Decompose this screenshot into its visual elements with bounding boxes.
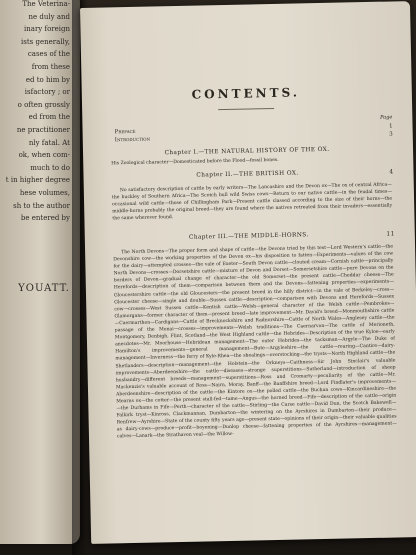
author-signature: YOUATT.: [18, 282, 70, 294]
left-page-line: inary foreign: [24, 25, 70, 34]
left-page-line: from these: [31, 62, 70, 71]
chapter-1-title: Chapter I.—THE NATURAL HISTORY OF THE OX.: [164, 146, 330, 157]
chapter-2-title: Chapter II.—THE BRITISH OX.: [196, 170, 299, 179]
left-page-line: The Veterina-: [22, 0, 70, 8]
page-title: CONTENTS.: [191, 85, 301, 102]
chapter-2-heading: [97, 168, 397, 180]
left-page-line: ne practitioner: [16, 125, 70, 134]
page-column-heading: Page: [380, 114, 393, 121]
left-page-line: be entered by: [20, 214, 70, 223]
chapter-2-page: 4: [389, 168, 394, 176]
left-page-line: ed from the: [28, 113, 70, 122]
contents-page: [94, 1, 397, 440]
chapter-3-title: Chapter III.—THE MIDDLE-HORNS.: [188, 232, 309, 241]
preface-page: 1: [388, 123, 393, 130]
left-page-line: cases of the: [27, 50, 70, 59]
right-page: [80, 1, 416, 544]
left-page: [0, 0, 80, 544]
left-page-line: o often grossly: [17, 100, 70, 109]
left-page-line: sh to the author: [13, 201, 70, 210]
left-page-line: isfactory ; or: [24, 88, 70, 97]
left-page-line: ne duly and: [28, 12, 70, 21]
chapter-3-page: 11: [386, 230, 395, 238]
introduction-label: Introduction: [114, 136, 151, 144]
left-page-line: much to do: [30, 163, 70, 172]
introduction-page: 3: [389, 131, 393, 138]
left-page-line: ed to him by: [25, 75, 70, 84]
left-page-line: nly fatal. At: [28, 138, 70, 147]
chapter-3-summary: The North Devons—The proper form and shape of cattle—the Devons tried by this test—Lord Western's cattle—the Devonshire cow—the working properties of the Devon ox—his disposition to fatten—Experiments—values of the cow for the dairy—attempted crosses—the vale of Exeter—South Devon cattle—clouted cream—Cornish cattle—principally North Devons—crosses—Dorsetshire cattle—mixture of Devon and Dorset—Somersetshire cattle—pure Devons on the borders of Devon—gradual change of character—the old Somerset—the present cattle—Cheddar cheese—The Herefords—description of them—comparison between them and the Devons—fattening properties—experiments—Gloucestershire cattle—the old Gloucesters—the present breed in the hilly district—in the vale of Berkeley—cross—Gloucester cheese—single and double—Sussex cattle—description—comparison with Devons and Herefords—Sussex cow—crosses—West Sussex cattle—Kentish cattle—Welsh—general character of the Welsh cattle—Pembrokes—Glamorgans—former character of them—present breed—late improvement—Mr. David's breed—Monmouthshire cattle—Caermarthen—Cardigans—Cattle of Brecknockshire and Radnorshire—Cattle of North Wales—Anglesey cattle—the passage of the Menai—crosses—improvements—Welsh traditions—The Caernarvon—The cattle of Merioneth, Montgomery, Denbigh, Flint, Scotland—the West Highland cattle—the Hebrides—Description of the true Kyloe—early anecdotes—Mr. Moorhouse—Hebridean management—The outer Hebrides—the tacksman—Argyle—The Duke of Hamilton's improvements—general management—Bute—Argyleshire—the cattle—rearing—Cantire—dairy-management—Inverness—the ferry of Kyle-Rhea—the shealings—overstocking—the trysts—North Highland cattle—the Shetlanders—description—management—the Holstein—the Orkneys—Caithness—Sir John Sinclair's valuable improvements—Aberdeenshire—the cattle—diseases—strange superstitions—Sutherland—introduction of sheep husbandry—different breeds—management—superstitions—Ross and Cromarty—peculiarity of the cattle—Mr. Mackenzie's valuable account of Ross—Nairn, Moray, Banff—the Banffshire breed—Lord Findlater's improvements—Aberdeenshire—description of the cattle—the Kintore ox—the polled cattle—the Buchan cows—Kincardineshire—the Mearns ox—the cotter—the present stall-fed—tame—Angus—the horned breed—Fife—description of the cattle—origin—the Durhams in Fife—Perth—character of the cattle—Stirling—the Carse cattle—David Dun, the Scotch Bakewell—Falkirk tryst—Kinross, Clackmannan, Dumbarton—the wintering on the Ayrshires in Dumbarton—their produce—Renfrew—Ayrshire—State of the county fifty years ago—present state—opinions of their origin—their valuable qualities as dairy-cows—produce—profit—boyening—Dunlop cheese—fattening properties of the Ayrshires—management—calves—Lanark—the Strathaven veal—the Willow-: [113, 244, 397, 440]
preface-label: Preface: [114, 128, 136, 136]
chapter-3-heading: [99, 230, 399, 242]
title-rule: [218, 108, 274, 110]
chapter-2-summary: No satisfactory description of cattle by early writers—The Lancashire and the Devon ox—The ox of central Africa—the buckley of Southern Africa—The Scotch bull wild Swiss cows—Return to our native cattle—in the feudal times—occasional wild cattle—those of Chillingham Park—Present cattle classed according to the size of their horns—the middle-horns probably the original breed—they are found where the natives retreated from their invaders—essentially the same wherever found.: [111, 182, 393, 222]
left-page-line: ok, when com-: [18, 151, 70, 160]
left-page-text: [0, 0, 72, 295]
left-page-line: hese volumes,: [19, 188, 70, 197]
left-page-line: t in higher degree: [5, 176, 70, 185]
left-page-line: ists generally,: [21, 37, 70, 46]
chapter-1-summary: His Zoological character—Domesticated before the Flood—fossil bones.: [111, 157, 279, 167]
